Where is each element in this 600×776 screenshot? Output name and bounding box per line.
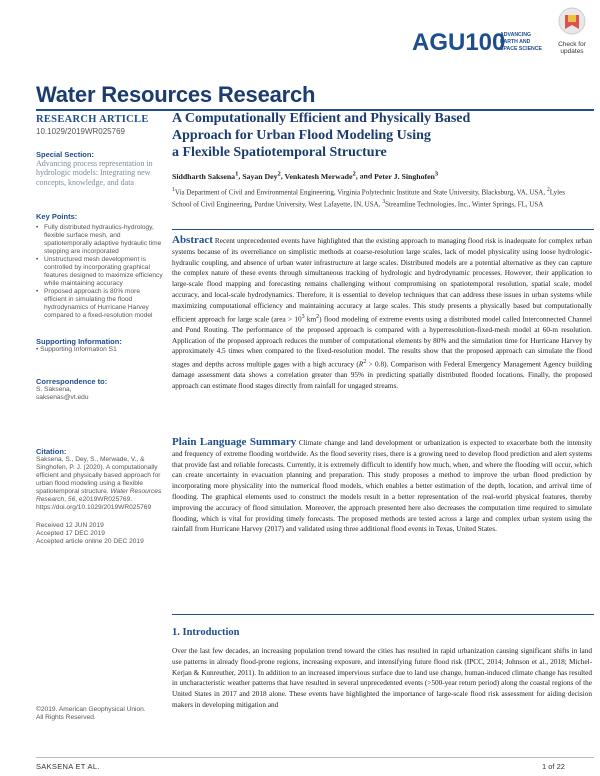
supporting-heading: Supporting Information:	[36, 337, 122, 346]
article-type: RESEARCH ARTICLE	[36, 114, 149, 125]
author-name: Peter J. Singhofen	[374, 171, 435, 181]
crossmark-label: Check for updates	[558, 41, 586, 55]
supporting-item-label: Supporting Information S1	[40, 346, 117, 353]
date-accepted: Accepted 17 DEC 2019	[36, 530, 105, 537]
citation-journal: Water Resources Research	[36, 488, 162, 503]
citation-heading: Citation:	[36, 447, 67, 456]
affiliation: Via Department of Civil and Environmental Engineering, Virginia Polytechnic Institute and State University, Blacksburg, VA, USA,	[174, 188, 547, 197]
pls-text: Climate change and land development or urbanization is expected to exacerbate both the intensity and frequency of extreme flooding worldwide. As the flood severity rises, there is a growing need to develop flood prediction and alert systems that provide fast and reliable forecasts. Currently, it is extremely difficult to identify how much, when, and where the flooding will occur, which can create uncertainty in evacuation planning and preparation. This study proposes a method to improve the urban flood prediction by incorporating more physicality into the numerical flood models, which enables a better estimation of the depth, location, and arrival time of flooding. The graphical elements used to construct the models result in a better representation of the real-world physical features, thereby improving the accuracy of flood simulation. Moreover, the approach presented here also decreases the computation time required to simulate flooding, which is vital for providing timely forecasts. The proposed methods are tested across a large and complex urban system using the rainfall from Hurricane Harvey (2017) and validated using three additional flood events in Texas, United States.	[172, 439, 592, 534]
crossmark-badge[interactable]	[552, 6, 592, 56]
article-dates	[36, 522, 166, 546]
key-point: • Proposed approach is 80% more efficient in simulating the flood hydrodynamics of Hurricane Harvey compared to a fixed-resolution model	[36, 288, 164, 320]
agu100-logo	[412, 27, 542, 57]
author-affil-marker: 3	[434, 170, 439, 177]
citation-text: Saksena, S., Dey, S., Merwade, V., & Singhofen, P. J. (2020). A computationally efficient and physically based approach for urban flood modeling using a flexible spatiotemporal structure. Water Resources Research, 56, e2019WR025769. https://doi.org/10.1029/2019WR025769	[36, 456, 162, 511]
affil-marker: 2	[546, 187, 550, 193]
abstract-text-2: km	[304, 314, 317, 323]
key-point: • Fully distributed hydraulics-hydrology, flexible surface mesh, and spatiotemporally adaptive hydraulic time stepping are incorporated	[36, 224, 164, 256]
citation	[36, 447, 166, 512]
logo-wordmark: AGU100	[412, 29, 506, 56]
abstract-heading: Abstract	[172, 234, 213, 246]
citation-body: Saksena, S., Dey, S., Merwade, V., & Singhofen, P. J. (2020). A computationally efficient and physically based approach for urban flood modeling using a flexible spatiotemporal structure.	[36, 456, 161, 495]
special-section-heading: Special Section:	[36, 150, 94, 159]
abstract-r2-sup: 2	[363, 359, 367, 366]
author-affil-marker: 1	[235, 170, 239, 177]
author-name: Sayan Dey	[242, 171, 278, 181]
abstract	[172, 235, 592, 392]
plain-language-summary	[172, 437, 592, 535]
affiliations	[172, 186, 582, 209]
date-received: Received 12 JUN 2019	[36, 522, 104, 529]
author[interactable]	[374, 172, 438, 181]
abstract-text-1: Recent unprecedented events have highlighted that the existing approach to managing flood risk is inadequate for complex urban systems because of its overreliance on simplistic methods at coarse-resolution large scales, lack of model physicality using loose hydrologic-hydraulic coupling, and absence of urban water infrastructure at large scales. Distributed models are a potential alternative as they can capture the complex nature of these events through simultaneous tracking of hydrologic and hydrodynamic processes. However, their application to large-scale flood mapping and forecasting remains challenging without compromising on spatiotemporal resolution, spatial scale, model accuracy, and local-scale hydrodynamics. Therefore, it is essential to develop techniques that can address these issues in urban systems while maximizing computational efficiency and maintaining accuracy at large scales. This study presents a physically based but computationally efficient approach for large scale (area > 10	[172, 237, 593, 323]
page-number: 1 of 22	[542, 762, 565, 771]
title-line-2: Approach for Urban Flood Modeling Using	[172, 128, 431, 143]
affil-marker: 1	[172, 187, 175, 193]
key-points	[36, 212, 164, 320]
author[interactable]	[285, 172, 356, 181]
title-line-1: A Computationally Efficient and Physically Based	[172, 111, 471, 126]
author-name: Siddharth Saksena	[172, 171, 236, 181]
paper-title	[172, 110, 582, 161]
key-point: • Unstructured mesh development is controlled by incorporating graphical features designed to maximize efficiency while maintaining accuracy	[36, 256, 164, 288]
abstract-sup-1: 3	[301, 313, 305, 320]
abstract-r2-rest: > 0.8	[366, 360, 385, 369]
logo-tagline-3: SPACE SCIENCE	[500, 46, 542, 52]
author-list: Siddharth Saksena$^1$, Sayan Dey$^2$, Venkatesh Merwade$^2$, and Peter J. Singhofen$^3$	[172, 170, 439, 181]
copyright-line-1: ©2019. American Geophysical Union.	[36, 706, 146, 713]
supporting-information	[36, 337, 164, 354]
abstract-divider	[172, 229, 594, 230]
author-name: Venkatesh Merwade	[284, 171, 353, 181]
supporting-item[interactable]: • Supporting Information S1	[36, 346, 117, 353]
intro-divider	[172, 614, 594, 615]
special-section	[36, 150, 164, 187]
author[interactable]	[172, 172, 238, 181]
footer-divider	[36, 757, 594, 758]
introduction-heading: 1. Introduction	[172, 627, 240, 638]
footer-running-head: SAKSENA ET AL.	[36, 762, 100, 771]
introduction-text: Over the last few decades, an increasing population trend toward the cities has resulted in rapid urbanization causing significant shifts in land use patterns in already flood-prone regions, increasing exposure, and intensifying future flood risk (IPCC, 2014; Johnson et al., 2018; Michel-Kerjan & Kunreuther, 2011). In addition to an increased impervious surface due to land use change, human-induced climate change has resulted in uncharacteristic weather patterns that have resulted in several unprecedented events (>500-year return period) along the coastal regions of the United States in 2017 and 2018 alone. These events have highlighted the importance of large-scale flood risk assessment for aiding decision makers in developing mitigation and	[172, 647, 592, 709]
correspondence-email[interactable]: saksenas@vt.edu	[36, 394, 89, 401]
citation-volume: 56	[67, 496, 76, 503]
author-affil-marker: 2	[277, 170, 281, 177]
logo-tagline-1: ADVANCING	[500, 32, 532, 38]
doi[interactable]: 10.1029/2019WR025769	[36, 127, 125, 136]
author[interactable]	[242, 172, 281, 181]
correspondence-name: S. Saksena,	[36, 386, 72, 393]
date-online: Accepted article online 20 DEC 2019	[36, 538, 144, 545]
key-points-heading: Key Points:	[36, 212, 78, 221]
affiliation: Lyles School of Civil Engineering, Purdue University, West Lafayette, IN, USA,	[172, 188, 565, 209]
affil-marker: 3	[382, 198, 386, 205]
copyright-line-2: All Rights Reserved.	[36, 714, 96, 721]
correspondence-heading: Correspondence to:	[36, 377, 108, 386]
special-section-text[interactable]: Advancing process representation in hydrologic models: Integrating new concepts, knowledge, and data	[36, 159, 153, 187]
abstract-text-4: ). Comparison with Federal Emergency Management Agency building damage assessment data shows a correlation greater than 95% in predicting spatially distributed flooded locations. Finally, the proposed approach can estimate flood stages directly from rainfall for ungaged streams.	[172, 360, 593, 391]
pls-heading: Plain Language Summary	[172, 436, 297, 448]
correspondence	[36, 377, 164, 402]
journal-title: Water Resources Research	[36, 82, 316, 107]
abstract-sup-2: 2	[316, 313, 320, 320]
author-affil-marker: 2	[352, 170, 356, 177]
copyright	[36, 706, 166, 722]
citation-doi[interactable]: , e2019WR025769. https://doi.org/10.1029/2019WR025769	[36, 496, 152, 511]
logo-tagline-2: EARTH AND	[500, 39, 531, 45]
crossmark-icon	[552, 6, 592, 36]
abstract-text-3: ) flood modeling of extreme events using a distributed model called Interconnected Channel and Pond Routing. The performance of the proposed approach is compared with a hyperresolution-fixed-mesh model at 60-m resolution. Application of the proposed approach reduces the number of computational elements by 80% and the simulation time for Hurricane Harvey by approximately 4.5 times when compared to the fixed-resolution model. The results show that the proposed approach can simulate the flood stages and depths across multiple gages with a high accuracy (	[172, 314, 592, 369]
affiliation: Streamline Technologies, Inc., Winter Springs, FL, USA	[385, 200, 544, 209]
abstract-r2-var: R	[358, 360, 364, 369]
title-line-3: a Flexible Spatiotemporal Structure	[172, 145, 387, 160]
